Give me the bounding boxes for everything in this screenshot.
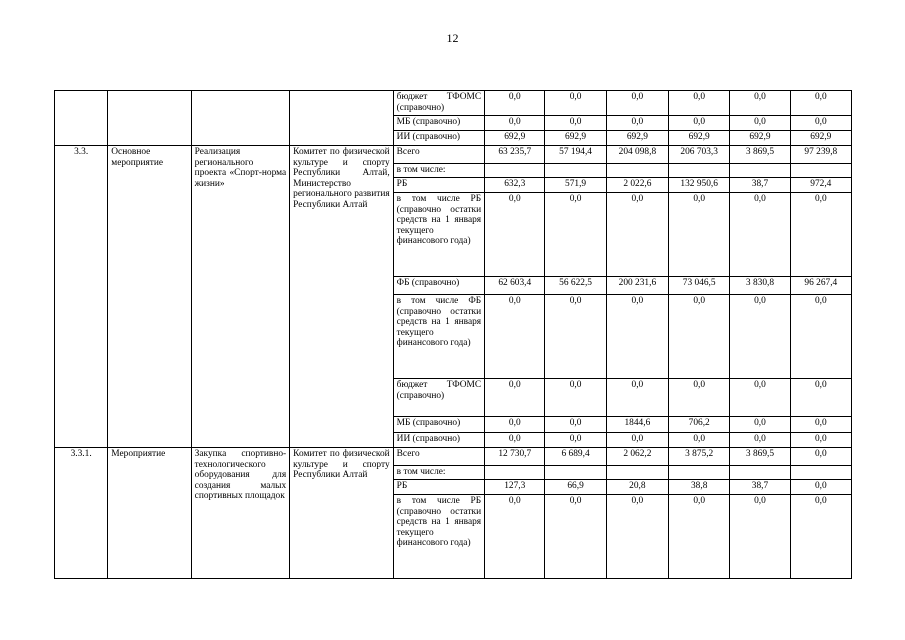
value-cell: 0,0 <box>485 193 545 277</box>
value-cell: 0,0 <box>545 116 606 131</box>
value-cell: 66,9 <box>545 480 606 495</box>
executor-cell <box>290 91 394 146</box>
value-cell: 73 046,5 <box>669 277 730 295</box>
value-cell: 692,9 <box>485 131 545 146</box>
value-cell: 0,0 <box>545 379 606 417</box>
value-cell: 0,0 <box>485 116 545 131</box>
source-cell: ИИ (справочно) <box>393 131 484 146</box>
value-cell: 0,0 <box>485 417 545 433</box>
type-cell: Основное мероприятие <box>108 146 191 448</box>
value-cell <box>669 164 730 178</box>
value-cell: 63 235,7 <box>485 146 545 164</box>
executor-cell: Комитет по физической культуре и спорту Республики Алтай <box>290 448 394 579</box>
table-row <box>55 146 852 164</box>
value-cell: 127,3 <box>485 480 545 495</box>
value-cell: 200 231,6 <box>606 277 668 295</box>
value-cell: 20,8 <box>606 480 668 495</box>
value-cell: 0,0 <box>730 417 790 433</box>
value-cell: 0,0 <box>545 495 606 579</box>
value-cell: 0,0 <box>790 91 851 116</box>
value-cell: 0,0 <box>485 379 545 417</box>
value-cell <box>485 164 545 178</box>
value-cell: 0,0 <box>669 495 730 579</box>
source-cell: бюджет ТФОМС (справочно) <box>393 379 484 417</box>
value-cell: 3 869,5 <box>730 448 790 466</box>
value-cell: 0,0 <box>790 116 851 131</box>
value-cell: 38,7 <box>730 480 790 495</box>
value-cell: 1844,6 <box>606 417 668 433</box>
value-cell: 0,0 <box>790 295 851 379</box>
value-cell: 57 194,4 <box>545 146 606 164</box>
value-cell <box>730 164 790 178</box>
value-cell: 0,0 <box>669 295 730 379</box>
source-cell: МБ (справочно) <box>393 116 484 131</box>
index-cell <box>55 91 108 146</box>
value-cell: 0,0 <box>545 295 606 379</box>
value-cell: 38,7 <box>730 178 790 193</box>
value-cell: 6 689,4 <box>545 448 606 466</box>
value-cell <box>730 466 790 480</box>
value-cell: 0,0 <box>790 379 851 417</box>
value-cell <box>606 164 668 178</box>
executor-cell: Комитет по физической культуре и спорту Республики Алтай, Министерство регионального развития Республики Алтай <box>290 146 394 448</box>
value-cell: 204 098,8 <box>606 146 668 164</box>
value-cell: 692,9 <box>606 131 668 146</box>
value-cell: 0,0 <box>790 417 851 433</box>
value-cell: 0,0 <box>545 193 606 277</box>
value-cell: 0,0 <box>485 495 545 579</box>
value-cell: 0,0 <box>669 193 730 277</box>
value-cell: 96 267,4 <box>790 277 851 295</box>
value-cell: 97 239,8 <box>790 146 851 164</box>
value-cell: 0,0 <box>790 448 851 466</box>
value-cell: 0,0 <box>606 91 668 116</box>
table-row <box>55 448 852 466</box>
value-cell: 692,9 <box>545 131 606 146</box>
value-cell <box>485 466 545 480</box>
value-cell: 0,0 <box>606 495 668 579</box>
name-cell: Реализация регионального проекта «Спорт-норма жизни» <box>191 146 289 448</box>
value-cell: 62 603,4 <box>485 277 545 295</box>
page-number: 12 <box>446 31 459 45</box>
value-cell: 12 730,7 <box>485 448 545 466</box>
value-cell <box>669 466 730 480</box>
value-cell: 0,0 <box>485 433 545 448</box>
value-cell: 0,0 <box>669 116 730 131</box>
value-cell: 0,0 <box>790 433 851 448</box>
value-cell: 0,0 <box>730 116 790 131</box>
value-cell: 0,0 <box>730 495 790 579</box>
value-cell <box>545 466 606 480</box>
value-cell: 0,0 <box>606 433 668 448</box>
value-cell: 0,0 <box>790 480 851 495</box>
index-cell: 3.3. <box>55 146 108 448</box>
value-cell: 0,0 <box>545 433 606 448</box>
source-cell: РБ <box>393 178 484 193</box>
source-cell: Всего <box>393 146 484 164</box>
value-cell: 0,0 <box>545 417 606 433</box>
value-cell: 0,0 <box>730 379 790 417</box>
value-cell <box>606 466 668 480</box>
source-cell: бюджет ТФОМС (справочно) <box>393 91 484 116</box>
value-cell: 0,0 <box>790 193 851 277</box>
value-cell: 0,0 <box>730 91 790 116</box>
name-cell: Закупка спортивно-технологического оборудования для создания малых спортивных площадок <box>191 448 289 579</box>
source-cell: в том числе: <box>393 466 484 480</box>
name-cell <box>191 91 289 146</box>
value-cell: 206 703,3 <box>669 146 730 164</box>
value-cell: 38,8 <box>669 480 730 495</box>
table-row <box>55 91 852 116</box>
value-cell: 3 875,2 <box>669 448 730 466</box>
value-cell: 0,0 <box>669 91 730 116</box>
value-cell: 632,3 <box>485 178 545 193</box>
value-cell <box>790 466 851 480</box>
value-cell: 0,0 <box>606 193 668 277</box>
value-cell: 0,0 <box>606 295 668 379</box>
type-cell <box>108 91 191 146</box>
source-cell: ИИ (справочно) <box>393 433 484 448</box>
value-cell: 0,0 <box>545 91 606 116</box>
value-cell: 0,0 <box>485 295 545 379</box>
value-cell: 0,0 <box>606 379 668 417</box>
value-cell: 692,9 <box>790 131 851 146</box>
value-cell <box>545 164 606 178</box>
source-cell: в том числе ФБ (справочно остатки средств на 1 января текущего финансового года) <box>393 295 484 379</box>
type-cell: Мероприятие <box>108 448 191 579</box>
value-cell: 692,9 <box>730 131 790 146</box>
value-cell: 3 869,5 <box>730 146 790 164</box>
value-cell <box>790 164 851 178</box>
value-cell: 571,9 <box>545 178 606 193</box>
value-cell: 3 830,8 <box>730 277 790 295</box>
value-cell: 692,9 <box>669 131 730 146</box>
source-cell: в том числе: <box>393 164 484 178</box>
source-cell: ФБ (справочно) <box>393 277 484 295</box>
value-cell: 0,0 <box>669 433 730 448</box>
value-cell: 0,0 <box>730 193 790 277</box>
source-cell: РБ <box>393 480 484 495</box>
value-cell: 2 022,6 <box>606 178 668 193</box>
value-cell: 132 950,6 <box>669 178 730 193</box>
value-cell: 2 062,2 <box>606 448 668 466</box>
budget-table <box>54 90 852 579</box>
source-cell: Всего <box>393 448 484 466</box>
value-cell: 972,4 <box>790 178 851 193</box>
source-cell: в том числе РБ (справочно остатки средств на 1 января текущего финансового года) <box>393 495 484 579</box>
value-cell: 0,0 <box>669 379 730 417</box>
value-cell: 0,0 <box>606 116 668 131</box>
value-cell: 0,0 <box>730 433 790 448</box>
source-cell: в том числе РБ (справочно остатки средств на 1 января текущего финансового года) <box>393 193 484 277</box>
source-cell: МБ (справочно) <box>393 417 484 433</box>
index-cell: 3.3.1. <box>55 448 108 579</box>
value-cell: 0,0 <box>730 295 790 379</box>
value-cell: 56 622,5 <box>545 277 606 295</box>
value-cell: 0,0 <box>485 91 545 116</box>
value-cell: 706,2 <box>669 417 730 433</box>
value-cell: 0,0 <box>790 495 851 579</box>
